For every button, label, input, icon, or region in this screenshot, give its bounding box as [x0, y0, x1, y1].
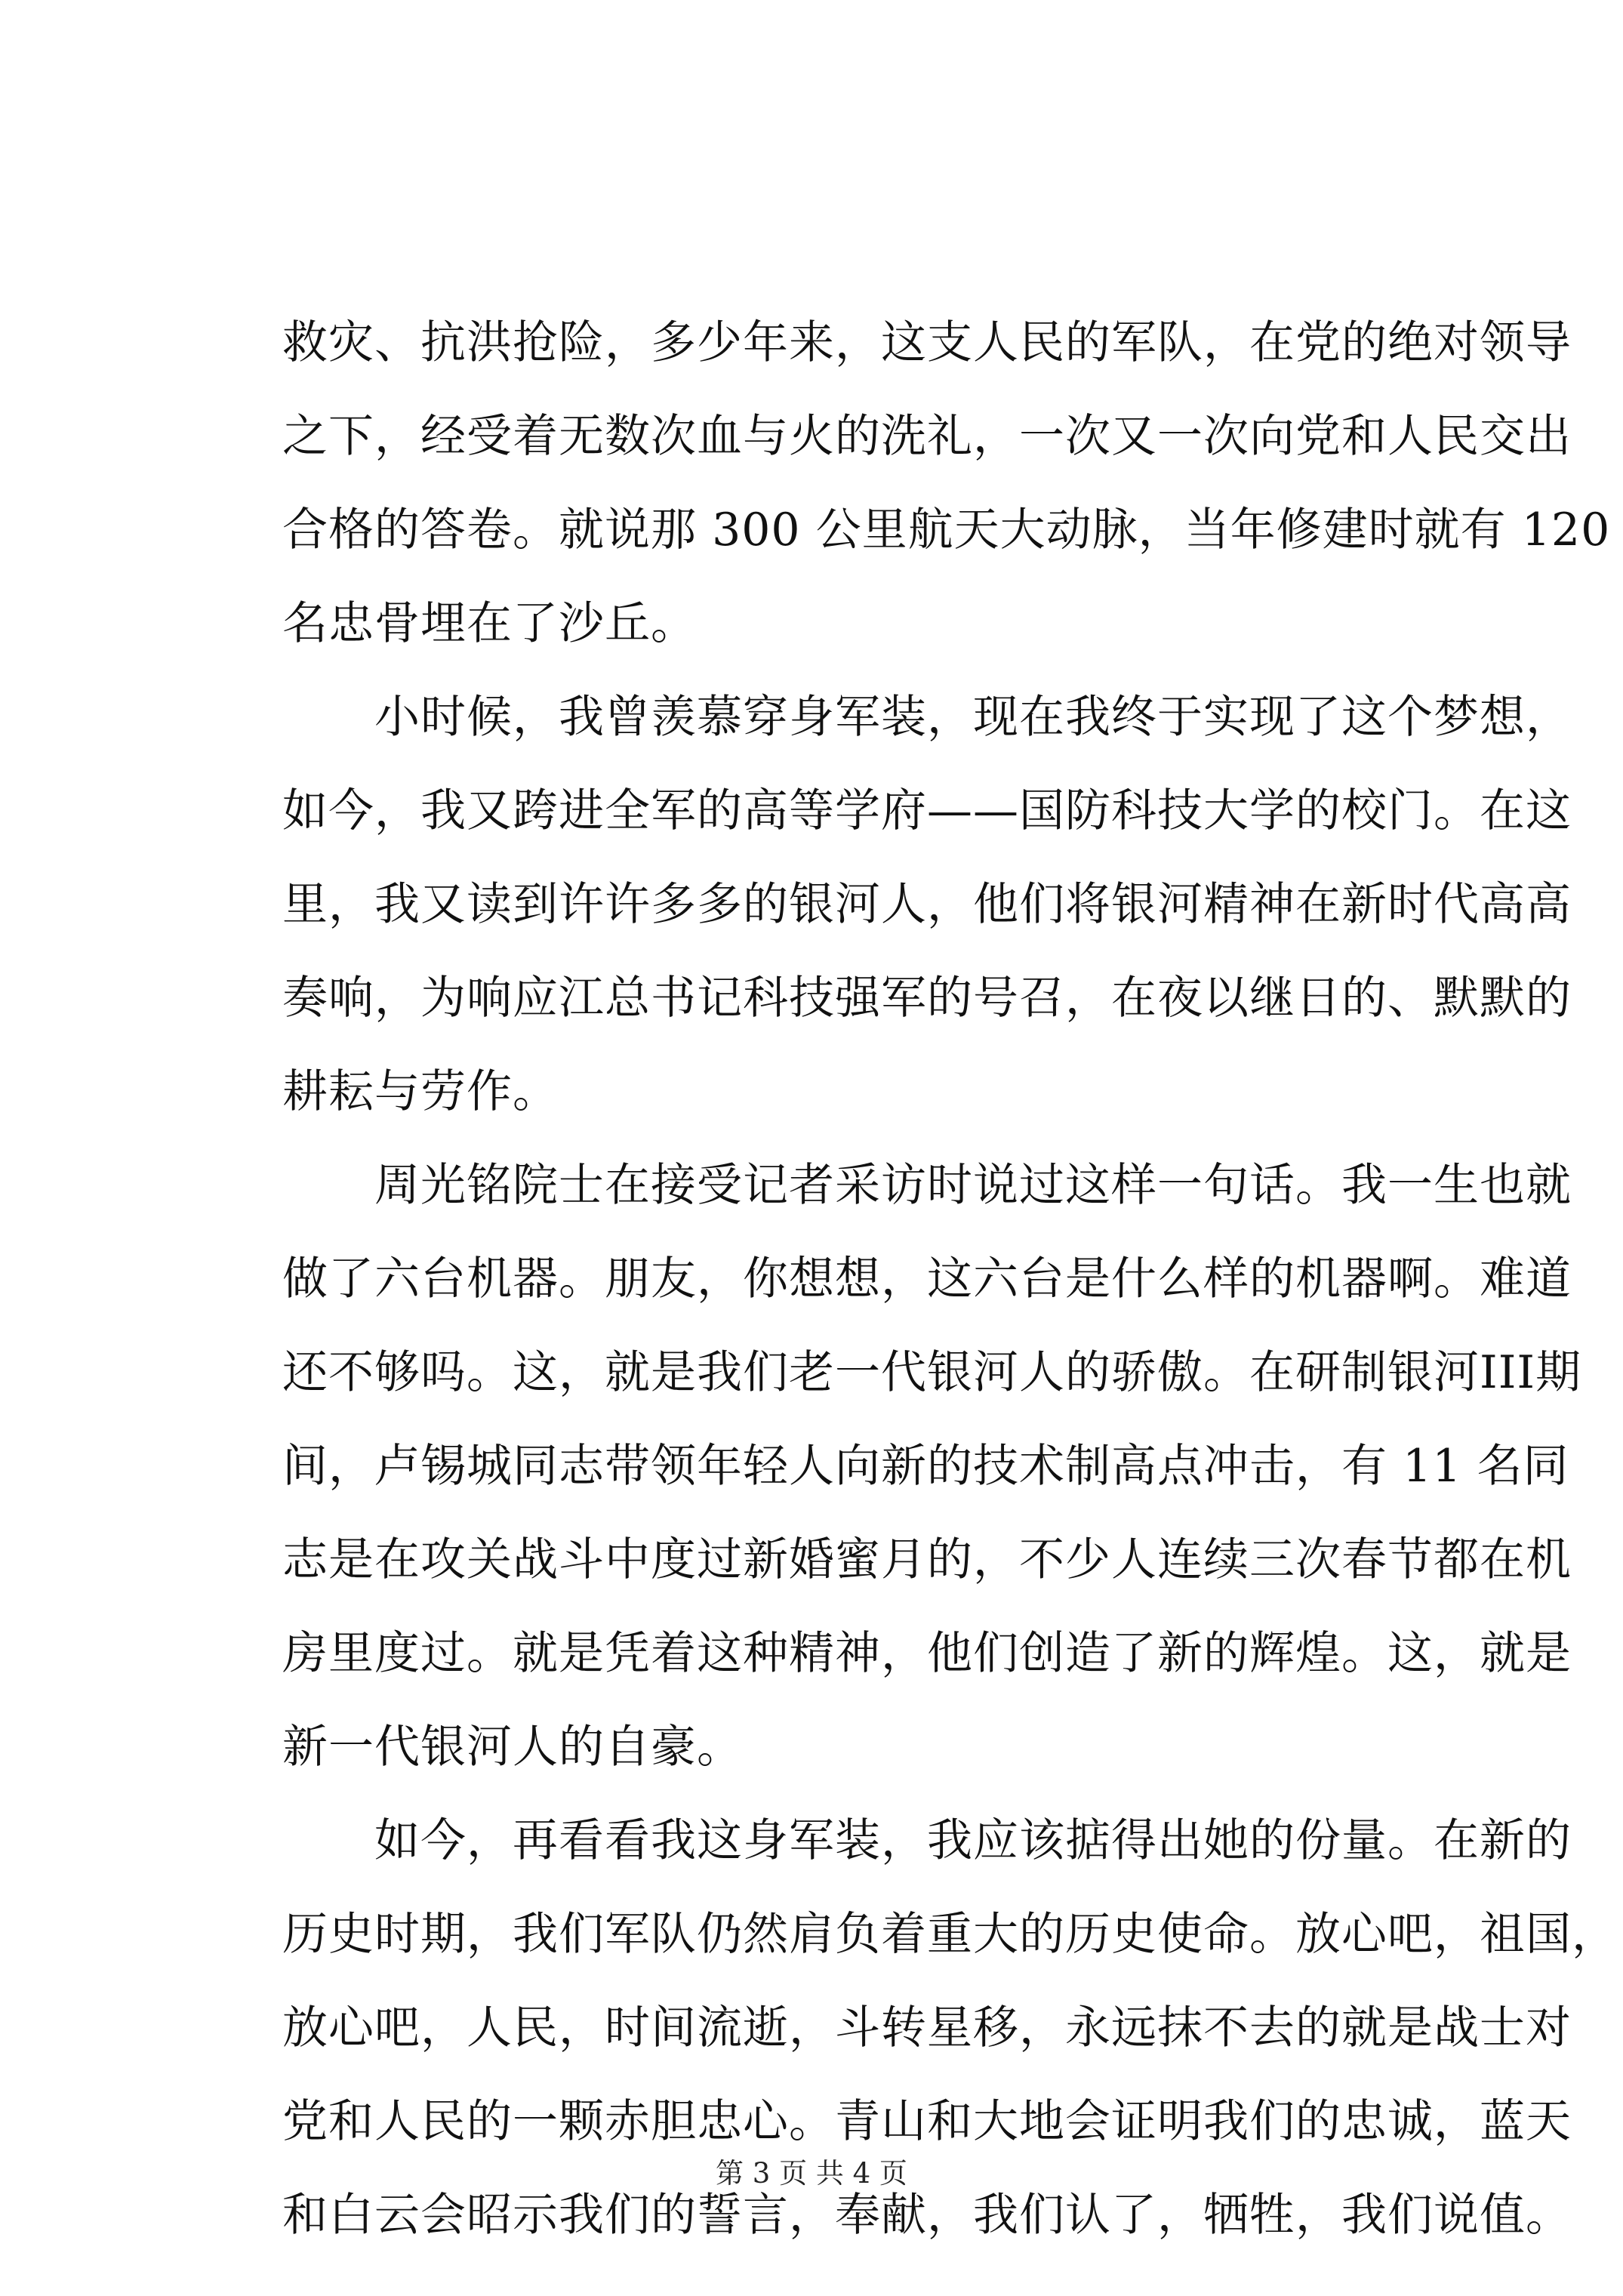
paragraph-3-line-3: 还不够吗。这，就是我们老一代银河人的骄傲。在研制银河III期	[282, 1346, 1582, 1399]
paragraph-3-line-1: 周光铭院士在接受记者采访时说过这样一句话。我一生也就	[374, 1159, 1572, 1212]
paragraph-1-line-1: 救灾、抗洪抢险，多少年来，这支人民的军队，在党的绝对领导	[282, 316, 1572, 369]
paragraph-1-line-4: 名忠骨埋在了沙丘。	[282, 597, 697, 650]
paragraph-2-line-5: 耕耘与劳作。	[282, 1065, 559, 1118]
paragraph-2-line-1: 小时候，我曾羡慕穿身军装，现在我终于实现了这个梦想，	[374, 691, 1572, 744]
paragraph-3-line-6: 房里度过。就是凭着这种精神，他们创造了新的辉煌。这，就是	[282, 1627, 1572, 1680]
paragraph-2-line-4: 奏响，为响应江总书记科技强军的号召，在夜以继日的、默默的	[282, 972, 1572, 1025]
paragraph-4-line-5: 和白云会昭示我们的誓言，奉献，我们认了，牺牲，我们说值。	[282, 2189, 1572, 2242]
paragraph-4-line-2: 历史时期，我们军队仍然肩负着重大的历史使命。放心吧，祖国，	[282, 1908, 1618, 1961]
paragraph-3-line-2: 做了六台机器。朋友，你想想，这六台是什么样的机器啊。难道	[282, 1253, 1572, 1305]
paragraph-3-line-4: 间，卢锡城同志带领年轻人向新的技术制高点冲击，有 11 名同	[282, 1440, 1569, 1493]
paragraph-2-line-3: 里，我又读到许许多多的银河人，他们将银河精神在新时代高高	[282, 878, 1572, 931]
paragraph-1-line-2: 之下，经受着无数次血与火的洗礼，一次又一次向党和人民交出	[282, 410, 1572, 463]
paragraph-3-line-5: 志是在攻关战斗中度过新婚蜜月的，不少人连续三次春节都在机	[282, 1533, 1572, 1586]
paragraph-4-line-1: 如今，再看看我这身军装，我应该掂得出她的份量。在新的	[374, 1814, 1572, 1867]
page-number-footer: 第 3 页 共 4 页	[716, 2157, 907, 2190]
paragraph-1-line-3: 合格的答卷。就说那 300 公里航天大动脉，当年修建时就有 120	[282, 504, 1611, 556]
paragraph-4-line-4: 党和人民的一颗赤胆忠心。青山和大地会证明我们的忠诚，蓝天	[282, 2095, 1572, 2148]
paragraph-2-line-2: 如今，我又跨进全军的高等学府——国防科技大学的校门。在这	[282, 784, 1572, 837]
paragraph-3-line-7: 新一代银河人的自豪。	[282, 1721, 743, 1774]
document-body	[282, 296, 1618, 2262]
paragraph-4-line-3: 放心吧，人民，时间流逝，斗转星移，永远抹不去的就是战士对	[282, 2002, 1572, 2054]
